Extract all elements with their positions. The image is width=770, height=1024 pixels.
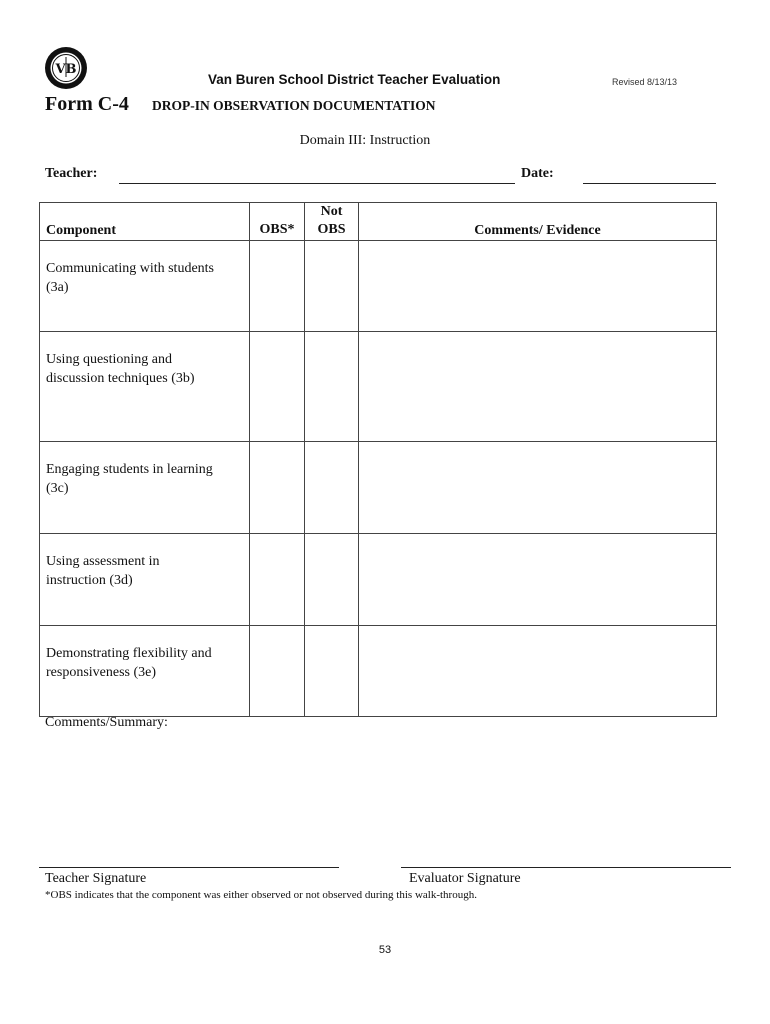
page-number: 53 — [378, 944, 392, 956]
district-title: Van Buren School District Teacher Evaluation — [208, 72, 501, 87]
component-cell — [40, 626, 250, 717]
table-row — [40, 241, 717, 332]
comments-cell[interactable] — [359, 241, 717, 332]
evaluator-signature-line[interactable] — [401, 867, 731, 868]
component-line1: Using assessment in — [46, 554, 160, 569]
component-line2: discussion techniques (3b) — [46, 371, 195, 386]
comments-cell[interactable] — [359, 332, 717, 442]
date-field[interactable] — [583, 183, 716, 184]
obs-cell[interactable] — [250, 241, 305, 332]
component-line2: (3c) — [46, 481, 69, 496]
component-line1: Using questioning and — [46, 352, 172, 367]
comments-cell[interactable] — [359, 442, 717, 534]
not-obs-cell[interactable] — [305, 534, 359, 626]
component-line1: Engaging students in learning — [46, 462, 213, 477]
header-component: Component — [40, 203, 250, 241]
component-line1: Demonstrating flexibility and — [46, 646, 212, 661]
table-row — [40, 442, 717, 534]
header-comments: Comments/ Evidence — [359, 203, 717, 241]
component-line2: (3a) — [46, 280, 69, 295]
obs-footnote: *OBS indicates that the component was either observed or not observed during this walk-through. — [45, 889, 477, 901]
form-code: Form C-4 — [45, 93, 129, 115]
not-obs-cell[interactable] — [305, 241, 359, 332]
comments-summary-area[interactable] — [45, 738, 716, 858]
header-not-obs-line2: OBS — [317, 222, 346, 237]
teacher-signature-label: Teacher Signature — [45, 871, 147, 886]
component-line2: instruction (3d) — [46, 573, 133, 588]
domain-heading: Domain III: Instruction — [299, 133, 431, 148]
obs-cell[interactable] — [250, 534, 305, 626]
table-row — [40, 626, 717, 717]
table-header-row — [40, 203, 717, 241]
obs-cell[interactable] — [250, 442, 305, 534]
svg-text:VB: VB — [55, 62, 77, 77]
revised-date: Revised 8/13/13 — [612, 77, 678, 87]
not-obs-cell[interactable] — [305, 626, 359, 717]
comments-cell[interactable] — [359, 534, 717, 626]
comments-summary-label: Comments/Summary: — [45, 715, 168, 730]
table-row — [40, 332, 717, 442]
component-cell — [40, 534, 250, 626]
header-not-obs-line1: Not — [320, 204, 343, 219]
teacher-label: Teacher: — [45, 166, 98, 181]
teacher-field[interactable] — [119, 183, 515, 184]
component-cell — [40, 332, 250, 442]
obs-cell[interactable] — [250, 332, 305, 442]
form-title: DROP-IN OBSERVATION DOCUMENTATION — [152, 98, 436, 113]
header-not-obs — [305, 203, 359, 241]
date-label: Date: — [521, 166, 554, 181]
observation-table — [39, 202, 717, 717]
component-cell — [40, 241, 250, 332]
not-obs-cell[interactable] — [305, 442, 359, 534]
teacher-signature-line[interactable] — [39, 867, 339, 868]
evaluator-signature-label: Evaluator Signature — [409, 871, 521, 886]
not-obs-cell[interactable] — [305, 332, 359, 442]
table-row — [40, 534, 717, 626]
district-seal-icon — [44, 46, 88, 90]
component-cell — [40, 442, 250, 534]
component-line1: Communicating with students — [46, 261, 214, 276]
header-obs: OBS* — [250, 203, 305, 241]
comments-cell[interactable] — [359, 626, 717, 717]
obs-cell[interactable] — [250, 626, 305, 717]
component-line2: responsiveness (3e) — [46, 665, 157, 680]
